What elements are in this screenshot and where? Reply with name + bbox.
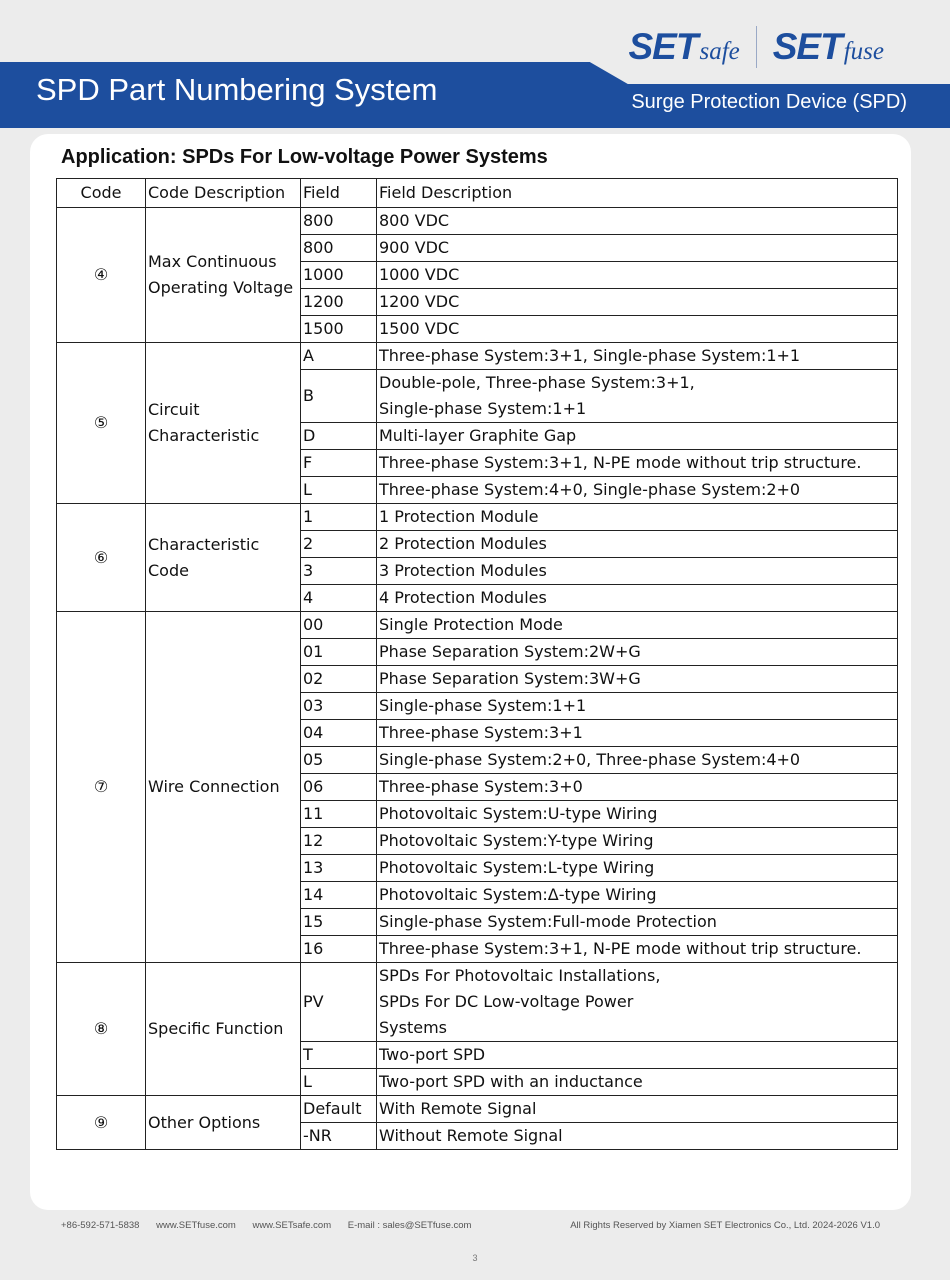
field-cell: F	[301, 450, 377, 477]
group-code: ⑨	[57, 1096, 146, 1150]
field-cell: 1000	[301, 262, 377, 289]
setfuse-logo	[773, 26, 884, 68]
field-description-cell: Single-phase System:2+0, Three-phase System:4+0	[377, 747, 898, 774]
field-description-cell: Photovoltaic System:U-type Wiring	[377, 801, 898, 828]
field-description-cell: 1500 VDC	[377, 316, 898, 343]
footer-contacts	[61, 1220, 485, 1231]
header-code: Code	[57, 179, 146, 208]
field-cell: 1	[301, 504, 377, 531]
field-cell: 800	[301, 208, 377, 235]
field-description-cell: Three-phase System:3+1, N-PE mode without trip structure.	[377, 936, 898, 963]
field-cell: PV	[301, 963, 377, 1042]
field-description-cell: Three-phase System:3+1, N-PE mode without trip structure.	[377, 450, 898, 477]
field-cell: 12	[301, 828, 377, 855]
field-description-cell: 4 Protection Modules	[377, 585, 898, 612]
setsafe-logo-bold: SET	[628, 26, 698, 67]
field-cell: 13	[301, 855, 377, 882]
field-cell: 800	[301, 235, 377, 262]
field-description-cell: Single Protection Mode	[377, 612, 898, 639]
group-code: ⑥	[57, 504, 146, 612]
table-row	[57, 1096, 898, 1123]
field-cell: 02	[301, 666, 377, 693]
field-description-cell: Single-phase System:1+1	[377, 693, 898, 720]
field-cell: B	[301, 370, 377, 423]
field-cell: L	[301, 1069, 377, 1096]
field-cell: 2	[301, 531, 377, 558]
group-description: Circuit Characteristic	[146, 343, 301, 504]
setfuse-logo-bold: SET	[772, 26, 842, 67]
field-cell: L	[301, 477, 377, 504]
field-cell: 1500	[301, 316, 377, 343]
page-title: SPD Part Numbering System	[36, 72, 438, 107]
page-number: 3	[472, 1253, 478, 1263]
field-description-cell: Three-phase System:3+1, Single-phase System:1+1	[377, 343, 898, 370]
part-numbering-table	[56, 178, 898, 1150]
field-description-cell: 1200 VDC	[377, 289, 898, 316]
field-description-cell: Two-port SPD	[377, 1042, 898, 1069]
table-row	[57, 504, 898, 531]
field-description-cell: 900 VDC	[377, 235, 898, 262]
field-description-cell: 3 Protection Modules	[377, 558, 898, 585]
footer-phone: +86-592-571-5838	[61, 1220, 140, 1231]
setsafe-logo-script: safe	[699, 38, 740, 65]
field-cell: 3	[301, 558, 377, 585]
field-description-cell: Photovoltaic System:Δ-type Wiring	[377, 882, 898, 909]
field-description-cell: Phase Separation System:3W+G	[377, 666, 898, 693]
field-description-cell: Photovoltaic System:Y-type Wiring	[377, 828, 898, 855]
field-cell: -NR	[301, 1123, 377, 1150]
table-row	[57, 612, 898, 639]
footer-email[interactable]: E-mail : sales@SETfuse.com	[347, 1220, 472, 1231]
field-cell: 06	[301, 774, 377, 801]
field-description-cell: SPDs For Photovoltaic Installations, SPDs For DC Low-voltage Power Systems	[377, 963, 898, 1042]
group-description: Characteristic Code	[146, 504, 301, 612]
field-cell: 1200	[301, 289, 377, 316]
table-header-row	[57, 179, 898, 208]
field-cell: 05	[301, 747, 377, 774]
field-cell: 04	[301, 720, 377, 747]
field-description-cell: With Remote Signal	[377, 1096, 898, 1123]
section-title: Application: SPDs For Low-voltage Power Systems	[61, 146, 548, 168]
field-description-cell: Three-phase System:4+0, Single-phase System:2+0	[377, 477, 898, 504]
group-description: Other Options	[146, 1096, 301, 1150]
field-cell: D	[301, 423, 377, 450]
header-field: Field	[301, 179, 377, 208]
field-cell: 15	[301, 909, 377, 936]
field-description-cell: Three-phase System:3+1	[377, 720, 898, 747]
group-code: ⑧	[57, 963, 146, 1096]
group-description: Specific Function	[146, 963, 301, 1096]
field-description-cell: 1000 VDC	[377, 262, 898, 289]
setfuse-logo-script: fuse	[843, 38, 884, 65]
field-description-cell: Phase Separation System:2W+G	[377, 639, 898, 666]
field-cell: T	[301, 1042, 377, 1069]
field-description-cell: Without Remote Signal	[377, 1123, 898, 1150]
group-code: ⑦	[57, 612, 146, 963]
field-description-cell: Double-pole, Three-phase System:3+1, Single-phase System:1+1	[377, 370, 898, 423]
field-description-cell: 800 VDC	[377, 208, 898, 235]
group-code: ④	[57, 208, 146, 343]
field-cell: 11	[301, 801, 377, 828]
field-cell: 01	[301, 639, 377, 666]
field-cell: 14	[301, 882, 377, 909]
header-code-description: Code Description	[146, 179, 301, 208]
field-cell: Default	[301, 1096, 377, 1123]
field-description-cell: 1 Protection Module	[377, 504, 898, 531]
field-description-cell: Photovoltaic System:L-type Wiring	[377, 855, 898, 882]
group-description: Max Continuous Operating Voltage	[146, 208, 301, 343]
field-cell: A	[301, 343, 377, 370]
field-cell: 4	[301, 585, 377, 612]
field-description-cell: Single-phase System:Full-mode Protection	[377, 909, 898, 936]
table-row	[57, 343, 898, 370]
header-field-description: Field Description	[377, 179, 898, 208]
footer-website-setfuse[interactable]: www.SETfuse.com	[156, 1220, 236, 1231]
group-code: ⑤	[57, 343, 146, 504]
brand-logos	[629, 26, 885, 68]
logo-divider	[756, 26, 757, 68]
page-subtitle: Surge Protection Device (SPD)	[631, 91, 907, 113]
table-row	[57, 963, 898, 1042]
field-cell: 03	[301, 693, 377, 720]
field-description-cell: Two-port SPD with an inductance	[377, 1069, 898, 1096]
table-row	[57, 208, 898, 235]
field-description-cell: 2 Protection Modules	[377, 531, 898, 558]
group-description: Wire Connection	[146, 612, 301, 963]
setsafe-logo	[629, 26, 740, 68]
field-description-cell: Multi-layer Graphite Gap	[377, 423, 898, 450]
footer-rights: All Rights Reserved by Xiamen SET Electronics Co., Ltd. 2024-2026 V1.0	[570, 1220, 880, 1231]
field-cell: 16	[301, 936, 377, 963]
footer-website-setsafe[interactable]: www.SETsafe.com	[252, 1220, 332, 1231]
field-cell: 00	[301, 612, 377, 639]
field-description-cell: Three-phase System:3+0	[377, 774, 898, 801]
